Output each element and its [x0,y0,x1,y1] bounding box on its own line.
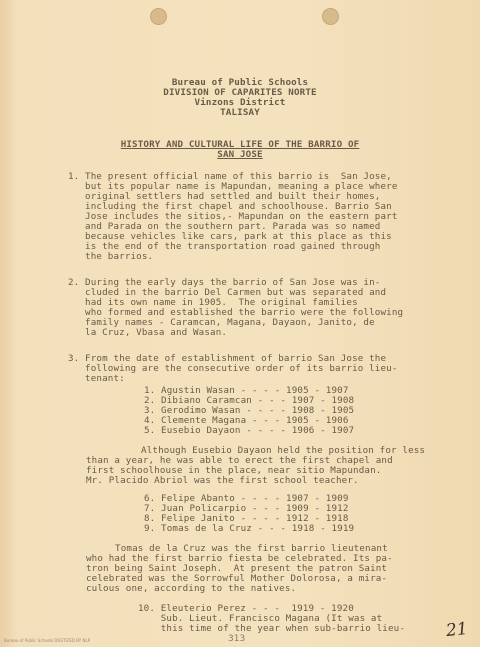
text-line: Tomas de la Cruz was the first barrio lieutenant [98,543,388,554]
header-municipality: TALISAY [220,107,260,118]
handwritten-page-number: 21 [445,618,469,642]
text-line: Although Eusebio Dayaon held the position for less [124,445,426,456]
text-line: the barrios. [68,251,154,262]
punch-hole [150,8,167,25]
header-bureau: Bureau of Public Schools [171,77,309,88]
page-number: 313 [228,634,246,644]
lieutenant-list-item: 1. Agustin Wasan - - - - 1905 - 1907 [144,385,349,396]
lieutenant-list-item: 3. Gerodimo Wasan - - - - 1908 - 1905 [144,405,355,416]
lieutenant-list-item: 7. Juan Policarpio - - - 1909 - 1912 [144,503,349,514]
text-line: because vehicles like cars, park at this place as this [68,231,392,242]
text-line: following are the consecutive order of its barrio lieu- [68,363,398,374]
text-line: Sub. Lieut. Francisco Magana (It was at [138,613,383,624]
text-line: than a year, he was able to erect the first chapel and [86,455,393,466]
lieutenant-list-item: 6. Felipe Abanto - - - - 1907 - 1909 [144,493,349,504]
text-line: and Parada on the southern part. Parada was so named [68,221,381,232]
text-line: tenant: [68,373,125,384]
text-line: family names - Caramcan, Magana, Dayaon, Janito, de [68,317,375,328]
text-line: 1. The present official name of this barrio is San Jose, [68,171,392,182]
text-line: cluded in the barrio Del Carmen but was separated and [68,287,387,298]
document-title-line2: SAN JOSE [217,149,263,160]
text-line: 3. From the date of establishment of barrio San Jose the [68,353,387,364]
lieutenant-list-item: 8. Felipe Janito - - - - 1912 - 1918 [144,513,349,524]
text-line: la Cruz, Vbasa and Wasan. [68,327,228,338]
text-line: who formed and established the barrio were the following [68,307,404,318]
text-line: including the first chapel and schoolhouse. Barrio San [68,201,392,212]
lieutenant-list-item: 9. Tomas de la Cruz - - - 1918 - 1919 [144,523,355,534]
lieutenant-list-item: 5. Eusebio Dayaon - - - - 1906 - 1907 [144,425,355,436]
text-line: original settlers had settled and built their homes, [68,191,381,202]
lieutenant-list-item: 10. Eleuterio Perez - - - 1919 - 1920 [138,603,354,614]
header-district: Vinzons District [194,97,286,108]
text-line: tron being Saint Joseph. At present the patron Saint [86,563,388,574]
digitization-footer: Bureau of Public Schools DIGITIZED BY NLP [4,638,91,643]
lieutenant-list-item: 2. Dibiano Caramcan - - - 1907 - 1908 [144,395,355,406]
text-line: is the end of the transportation road gained through [68,241,381,252]
text-line: celebrated was the Sorrowful Mother Dolorosa, a mira- [86,573,388,584]
text-line: but its popular name is Mapundan, meaning a place where [68,181,398,192]
header-division: DIVISION OF CAPARITES NORTE [163,87,317,98]
text-line: this time of the year when sub-barrio lieu- [138,623,406,634]
text-line: culous one, according to the natives. [86,583,297,594]
text-line: first schoolhouse in the place, near sitio Mapundan. [86,465,382,476]
document-title-line1: HISTORY AND CULTURAL LIFE OF THE BARRIO OF [120,139,360,150]
lieutenant-list-item: 4. Clemente Magana - - - 1905 - 1906 [144,415,349,426]
punch-hole [322,8,339,25]
text-line: 2. During the early days the barrio of San Jose was in- [68,277,381,288]
text-line: Jose includes the sitios,- Mapundan on the eastern part [68,211,398,222]
text-line: Mr. Placido Abriol was the first school teacher. [86,475,359,486]
text-line: had its own name in 1905. The original families [68,297,358,308]
text-line: who had the first barrio fiesta be celebrated. Its pa- [86,553,393,564]
